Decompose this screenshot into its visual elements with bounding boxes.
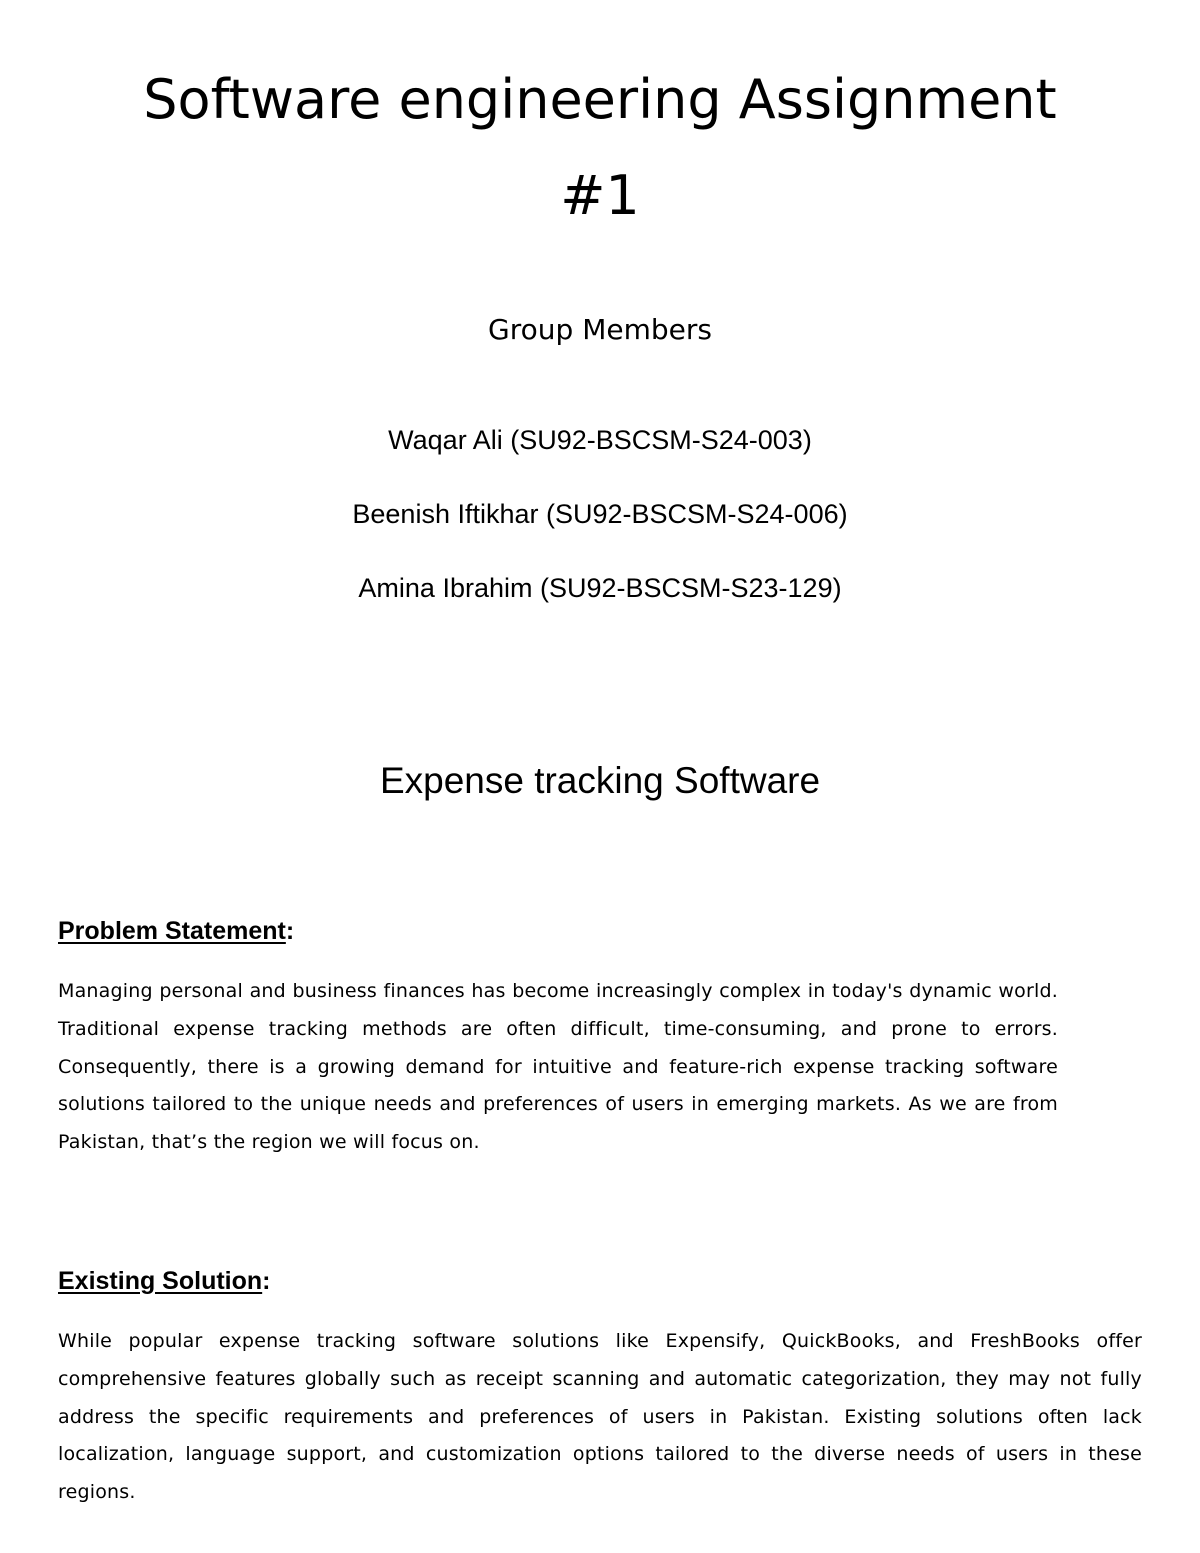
title-line-2: #1: [560, 164, 640, 227]
document-title: [0, 52, 1200, 244]
member-item: Waqar Ali (SU92-BSCSM-S24-003): [388, 425, 812, 455]
heading-text: Problem Statement: [58, 917, 286, 945]
heading-colon: :: [285, 917, 295, 945]
heading-colon: :: [262, 1267, 271, 1295]
heading-text: Existing Solution: [58, 1267, 263, 1295]
existing-solution-heading: [58, 1263, 1142, 1299]
member-item: Amina Ibrahim (SU92-BSCSM-S23-129): [358, 573, 842, 603]
group-members-heading: Group Members: [488, 313, 712, 346]
problem-statement-heading: [58, 913, 1058, 949]
problem-statement-body: Managing personal and business finances has become increasingly complex in today's dynamic world. Traditional expense tracking methods are often difficult, time-consuming, and prone to errors. Consequently, there is a growing demand for intuitive and feature-rich expense tracking software solutions tailored to the unique needs and preferences of users in emerging markets. As we are from Pakistan, that’s the region we will focus on.: [58, 980, 1058, 1154]
member-item: Beenish Iftikhar (SU92-BSCSM-S24-006): [352, 499, 848, 529]
project-title: Expense tracking Software: [379, 760, 821, 801]
existing-solution-section: [58, 1263, 1142, 1512]
problem-statement-section: [58, 913, 1058, 1162]
existing-solution-body: While popular expense tracking software solutions like Expensify, QuickBooks, and FreshBooks offer comprehensive features globally such as receipt scanning and automatic categorization, they may not fully address the specific requirements and preferences of users in Pakistan. Existing solutions often lack localization, language support, and customization options tailored to the diverse needs of users in these regions.: [58, 1330, 1142, 1504]
group-members-list: [0, 420, 1200, 642]
title-line-1: Software engineering Assignment: [143, 68, 1057, 131]
